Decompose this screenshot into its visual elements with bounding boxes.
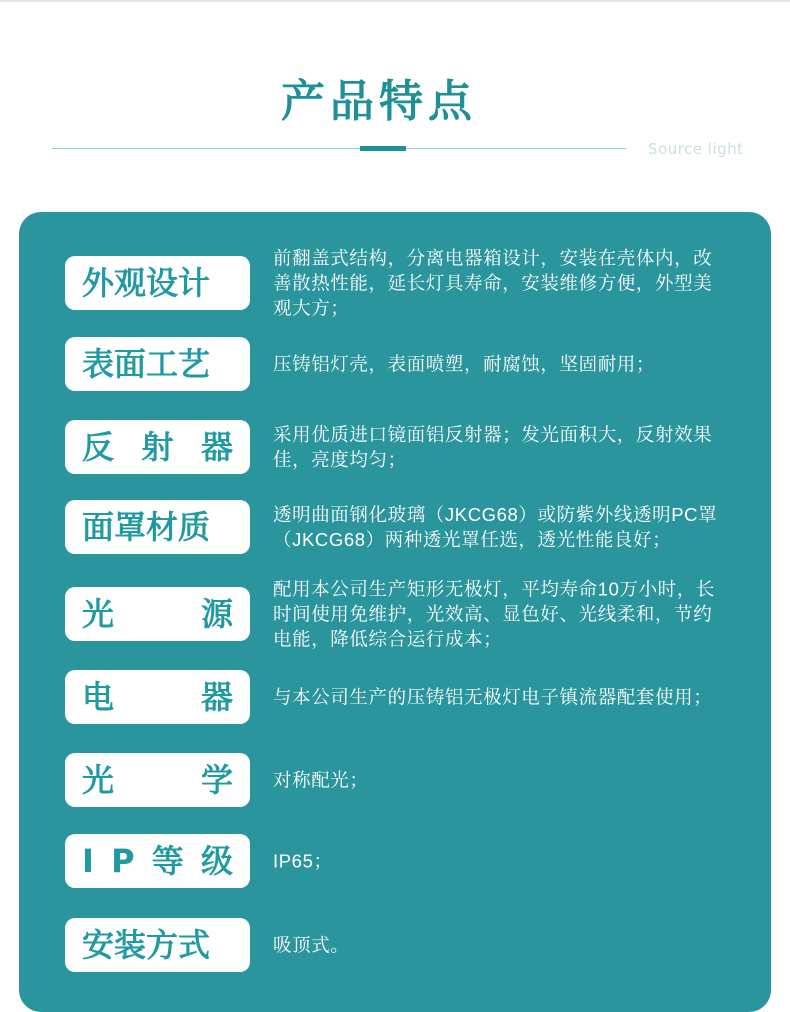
feature-label-glyph: 器	[200, 678, 233, 716]
feature-description: 压铸铝灯壳，表面喷塑，耐腐蚀，坚固耐用；	[273, 353, 656, 375]
feature-label-glyph: I	[82, 842, 94, 880]
feature-row-reflector	[65, 420, 745, 474]
feature-label-glyph: 射	[141, 428, 174, 466]
feature-description: 对称配光；	[273, 769, 369, 791]
page-title: 产品特点	[281, 76, 477, 127]
feature-row-ip-rating	[65, 834, 745, 888]
feature-row-optics	[65, 753, 745, 807]
top-divider	[0, 0, 790, 2]
feature-label: 表面工艺	[82, 345, 211, 383]
title-accent-bar	[360, 146, 406, 151]
feature-row-light-source	[65, 578, 745, 650]
feature-label-glyph: 器	[200, 428, 233, 466]
feature-label-box	[65, 587, 250, 641]
feature-row-cover	[65, 500, 745, 554]
title-divider-line	[52, 148, 626, 149]
feature-label-box	[65, 918, 250, 972]
feature-row-appearance	[65, 247, 745, 319]
feature-description: IP65；	[273, 850, 333, 872]
feature-label-glyph: 学	[200, 761, 233, 799]
feature-label-glyph: 等	[151, 842, 184, 880]
feature-label-glyph: 反	[82, 428, 115, 466]
feature-label-glyph: P	[111, 842, 135, 880]
feature-label-glyph: 光	[82, 761, 115, 799]
feature-description: 前翻盖式结构，分离电器箱设计，安装在壳体内，改善散热性能，延长灯具寿命，安装维修方便，外型美观大方；	[273, 247, 713, 319]
feature-label-glyph: 光	[82, 595, 115, 633]
feature-description: 与本公司生产的压铸铝无极灯电子镇流器配套使用；	[273, 686, 713, 708]
feature-label-glyph: 级	[200, 842, 233, 880]
feature-label-box	[65, 256, 250, 310]
feature-row-surface	[65, 337, 745, 391]
feature-description: 吸顶式。	[273, 934, 350, 956]
feature-label-box	[65, 337, 250, 391]
feature-label-box	[65, 670, 250, 724]
feature-description: 透明曲面钢化玻璃（JKCG68）或防紫外线透明PC罩（JKCG68）两种透光罩任选，透光性能良好；	[273, 504, 718, 550]
feature-label-box	[65, 500, 250, 554]
feature-row-installation	[65, 918, 745, 972]
feature-label: 面罩材质	[82, 508, 211, 546]
feature-label-glyph: 电	[82, 678, 115, 716]
feature-row-electrical	[65, 670, 745, 724]
feature-label: 外观设计	[82, 264, 211, 302]
page-subtitle: Source light	[648, 140, 744, 158]
feature-label-box	[65, 834, 250, 888]
feature-label-box	[65, 420, 250, 474]
feature-description: 配用本公司生产矩形无极灯，平均寿命10万小时，长时间使用免维护，光效高、显色好、光线柔和，节约电能，降低综合运行成本；	[273, 578, 715, 650]
feature-label-box	[65, 753, 250, 807]
feature-description: 采用优质进口镜面铝反射器；发光面积大，反射效果佳，亮度均匀；	[273, 424, 713, 470]
feature-label: 安装方式	[82, 926, 211, 964]
feature-label-glyph: 源	[200, 595, 233, 633]
